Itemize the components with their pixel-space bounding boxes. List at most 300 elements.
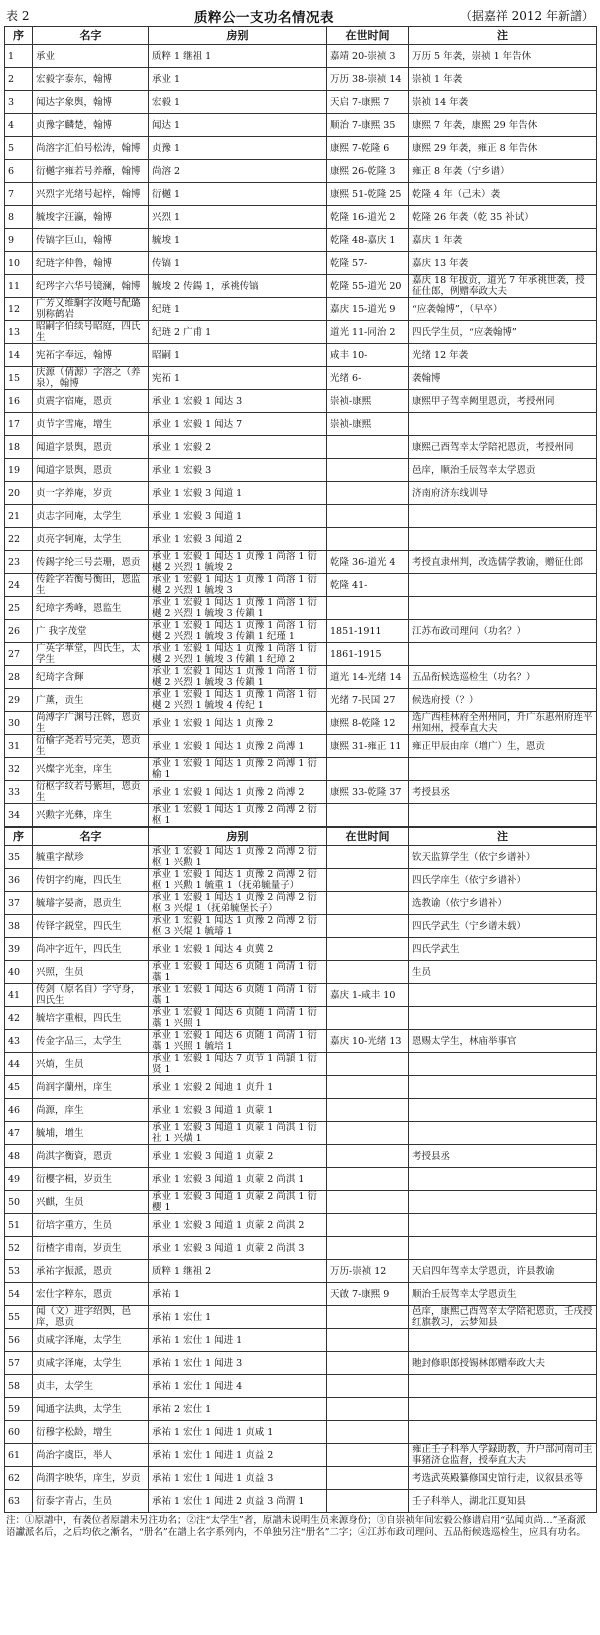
cell-branch: 承业 1 宏毅 1 闻达 1 贞豫 2 尚溥 2 衍枢 1 兴勲 1 bbox=[149, 846, 327, 869]
cell-branch: 承业 1 宏毅 1 闻达 1 贞豫 2 尚溥 2 衍枢 3 兴焜 1（抚弟毓堡长子） bbox=[149, 892, 327, 915]
cell-branch: 承祐 1 宏仕 1 闻进 1 贞益 3 bbox=[149, 1467, 327, 1490]
header-lifetime: 在世时间 bbox=[327, 828, 409, 846]
cell-note bbox=[409, 1099, 597, 1122]
cell-index: 60 bbox=[5, 1421, 33, 1444]
cell-branch: 毓埈 1 bbox=[149, 229, 327, 252]
cell-index: 20 bbox=[5, 482, 33, 505]
cell-note bbox=[409, 597, 597, 620]
cell-branch: 承祐 2 宏仕 1 bbox=[149, 1398, 327, 1421]
header-lifetime: 在世时间 bbox=[327, 27, 409, 45]
cell-branch: 质粹 1 继祖 1 bbox=[149, 45, 327, 68]
cell-index: 1 bbox=[5, 45, 33, 68]
cell-branch: 纪琏 1 bbox=[149, 298, 327, 321]
cell-name: 传銓字若衡号衡田，恩监生 bbox=[33, 574, 149, 597]
cell-name: 毓埔，增生 bbox=[33, 1122, 149, 1145]
cell-name: 衍櫻字楫，岁贡生 bbox=[33, 1168, 149, 1191]
cell-lifetime: 康熙 26-乾隆 3 bbox=[327, 160, 409, 183]
table-row bbox=[5, 45, 597, 68]
cell-note: 五品衔候选巡检生（功名？） bbox=[409, 666, 597, 689]
cell-name: 昭嗣字伯续号昭庭，四氏生 bbox=[33, 321, 149, 344]
table-row bbox=[5, 597, 597, 620]
cell-branch: 承业 1 宏毅 1 闻达 6 贞随 1 尚清 1 衍藁 1 bbox=[149, 984, 327, 1007]
cell-name: 尚治字虞臣，举人 bbox=[33, 1444, 149, 1467]
cell-index: 6 bbox=[5, 160, 33, 183]
cell-branch: 承业 1 宏毅 1 闻达 1 贞豫 1 尚溶 1 衍樾 2 兴烈 1 毓埈 3 传鎭 1 bbox=[149, 597, 327, 620]
cell-note: 康熙甲子驾幸阙里恩贡，考授州同 bbox=[409, 390, 597, 413]
cell-index: 16 bbox=[5, 390, 33, 413]
cell-note bbox=[409, 1398, 597, 1421]
cell-name: 宏毅字泰东，翰博 bbox=[33, 68, 149, 91]
cell-name: 兴勲字光彝，庠生 bbox=[33, 804, 149, 827]
cell-name: 衍穆字松龄，增生 bbox=[33, 1421, 149, 1444]
cell-name: 传金字品三，太学生 bbox=[33, 1030, 149, 1053]
cell-note: 雍正 8 年袭（宁乡谱） bbox=[409, 160, 597, 183]
cell-name: 尚源，庠生 bbox=[33, 1099, 149, 1122]
cell-name: 闻（文）进字绍舆，邑庠，恩贡 bbox=[33, 1306, 149, 1329]
cell-lifetime: 万历 38-崇祯 14 bbox=[327, 68, 409, 91]
cell-note bbox=[409, 1007, 597, 1030]
cell-branch: 承业 1 宏毅 3 闻道 1 贞蒙 1 bbox=[149, 1099, 327, 1122]
cell-index: 49 bbox=[5, 1168, 33, 1191]
table-row bbox=[5, 643, 597, 666]
cell-lifetime bbox=[327, 915, 409, 938]
cell-note bbox=[409, 505, 597, 528]
cell-name: 闻道字景舆，恩贡 bbox=[33, 459, 149, 482]
cell-note: “应袭翰博”，（早卒） bbox=[409, 298, 597, 321]
cell-lifetime bbox=[327, 846, 409, 869]
cell-index: 53 bbox=[5, 1260, 33, 1283]
cell-note: 万历 5 年袭，崇祯 1 年告休 bbox=[409, 45, 597, 68]
cell-index: 61 bbox=[5, 1444, 33, 1467]
cell-note: 邑庠，顺治壬辰驾幸太学恩贡 bbox=[409, 459, 597, 482]
cell-lifetime bbox=[327, 1467, 409, 1490]
cell-note bbox=[409, 1122, 597, 1145]
cell-note: 壬子科举人，湖北江夏知县 bbox=[409, 1490, 597, 1513]
cell-note: 四氏学生员，“应袭翰博” bbox=[409, 321, 597, 344]
table-row bbox=[5, 689, 597, 712]
cell-branch: 承业 1 宏毅 1 闻达 1 贞豫 1 尚溶 1 衍樾 2 兴烈 1 毓埈 3 传鎭 1 纪璋 2 bbox=[149, 643, 327, 666]
cell-index: 40 bbox=[5, 961, 33, 984]
cell-lifetime bbox=[327, 1214, 409, 1237]
table-row bbox=[5, 1191, 597, 1214]
cell-name: 衍培字重方，生员 bbox=[33, 1214, 149, 1237]
cell-lifetime bbox=[327, 1191, 409, 1214]
cell-lifetime: 康熙 33-乾隆 37 bbox=[327, 781, 409, 804]
cell-lifetime bbox=[327, 1375, 409, 1398]
cell-note bbox=[409, 1375, 597, 1398]
cell-name: 广薰，贡生 bbox=[33, 689, 149, 712]
cell-lifetime: 光绪 7-民国 27 bbox=[327, 689, 409, 712]
cell-note bbox=[409, 1421, 597, 1444]
cell-note bbox=[409, 984, 597, 1007]
cell-index: 54 bbox=[5, 1283, 33, 1306]
cell-lifetime: 康熙 7-乾隆 6 bbox=[327, 137, 409, 160]
cell-index: 32 bbox=[5, 758, 33, 781]
cell-lifetime: 天啟 7-康熙 9 bbox=[327, 1283, 409, 1306]
cell-index: 26 bbox=[5, 620, 33, 643]
cell-name: 尚溶字汇伯号松涛，翰博 bbox=[33, 137, 149, 160]
table-row bbox=[5, 1467, 597, 1490]
table-row bbox=[5, 505, 597, 528]
cell-name: 兴焴，生员 bbox=[33, 1053, 149, 1076]
cell-lifetime: 1861-1915 bbox=[327, 643, 409, 666]
cell-branch: 承业 1 宏毅 1 闻达 1 贞豫 1 尚溶 1 衍樾 2 兴烈 1 毓埈 3 传鎭 1 bbox=[149, 666, 327, 689]
cell-note: 邑庠，康熙己酉驾幸太学陪祀恩贡，壬戌授红旗教习，云梦知县 bbox=[409, 1306, 597, 1329]
cell-branch: 承业 1 宏毅 1 闻达 4 贞冀 2 bbox=[149, 938, 327, 961]
cell-note: 济南府济东线训导 bbox=[409, 482, 597, 505]
cell-name: 宏仕字粹东，恩贡 bbox=[33, 1283, 149, 1306]
cell-branch: 承业 1 宏毅 3 闻道 1 贞蒙 2 bbox=[149, 1145, 327, 1168]
cell-lifetime: 康熙 31-雍正 11 bbox=[327, 735, 409, 758]
cell-branch: 承业 1 宏毅 1 闻达 1 贞豫 2 尚溥 2 衍枢 1 兴勲 1 毓重 1（抚弟毓量子） bbox=[149, 869, 327, 892]
cell-index: 10 bbox=[5, 252, 33, 275]
cell-branch: 承业 1 宏毅 2 闻迪 1 贞升 1 bbox=[149, 1076, 327, 1099]
cell-lifetime bbox=[327, 1053, 409, 1076]
cell-index: 13 bbox=[5, 321, 33, 344]
cell-note: 四氏学武生（宁乡谱未载） bbox=[409, 915, 597, 938]
cell-index: 24 bbox=[5, 574, 33, 597]
cell-index: 45 bbox=[5, 1076, 33, 1099]
cell-branch: 承业 1 宏毅 1 闻达 6 贞随 1 尚清 1 衍藁 1 兴照 1 bbox=[149, 1007, 327, 1030]
cell-branch: 承业 1 宏毅 3 闻道 1 贞蒙 2 尚淇 1 bbox=[149, 1168, 327, 1191]
table-row bbox=[5, 528, 597, 551]
cell-branch: 承祐 1 宏仕 1 闻进 2 贞益 3 尚渭 1 bbox=[149, 1490, 327, 1513]
cell-name: 毓重字猷珍 bbox=[33, 846, 149, 869]
cell-branch: 承业 1 宏毅 2 bbox=[149, 436, 327, 459]
cell-branch: 承业 1 宏毅 1 闻达 3 bbox=[149, 390, 327, 413]
cell-name: 贞震字宿庵，恩贡 bbox=[33, 390, 149, 413]
cell-name: 尚溥字广渊号汪斡，恩贡生 bbox=[33, 712, 149, 735]
cell-note bbox=[409, 528, 597, 551]
cell-branch: 质粹 1 继祖 2 bbox=[149, 1260, 327, 1283]
cell-name: 承祐字振派，恩贡 bbox=[33, 1260, 149, 1283]
table-row bbox=[5, 551, 597, 574]
cell-lifetime bbox=[327, 505, 409, 528]
cell-branch: 承业 1 宏毅 3 闻道 1 bbox=[149, 505, 327, 528]
cell-index: 52 bbox=[5, 1237, 33, 1260]
cell-lifetime bbox=[327, 892, 409, 915]
table-source: （据嘉祥 2012 年新譜） bbox=[459, 9, 594, 23]
cell-branch: 贞豫 1 bbox=[149, 137, 327, 160]
cell-index: 63 bbox=[5, 1490, 33, 1513]
cell-lifetime bbox=[327, 459, 409, 482]
cell-name: 衍樾字雍若号养蘼，翰博 bbox=[33, 160, 149, 183]
cell-note bbox=[409, 1214, 597, 1237]
cell-name: 广 我字茂堂 bbox=[33, 620, 149, 643]
cell-branch: 承业 1 宏毅 3 闻道 1 贞蒙 2 尚淇 3 bbox=[149, 1237, 327, 1260]
cell-name: 贞节字雪庵，增生 bbox=[33, 413, 149, 436]
cell-index: 3 bbox=[5, 91, 33, 114]
cell-lifetime: 咸丰 10- bbox=[327, 344, 409, 367]
cell-lifetime: 嘉庆 1-咸丰 10 bbox=[327, 984, 409, 1007]
cell-note: 嘉庆 13 年袭 bbox=[409, 252, 597, 275]
cell-index: 59 bbox=[5, 1398, 33, 1421]
cell-index: 23 bbox=[5, 551, 33, 574]
cell-name: 尚淇字衡資，恩贡 bbox=[33, 1145, 149, 1168]
cell-branch: 尚溶 2 bbox=[149, 160, 327, 183]
cell-note bbox=[409, 804, 597, 827]
cell-name: 毓埈字汪瀛，翰博 bbox=[33, 206, 149, 229]
cell-name: 纪琦字含輝 bbox=[33, 666, 149, 689]
cell-name: 闻道字景舆，恩贡 bbox=[33, 436, 149, 459]
cell-lifetime: 嘉靖 20-崇祯 3 bbox=[327, 45, 409, 68]
cell-lifetime: 康熙 8-乾隆 12 bbox=[327, 712, 409, 735]
cell-index: 42 bbox=[5, 1007, 33, 1030]
header-index: 序 bbox=[5, 27, 33, 45]
cell-lifetime bbox=[327, 1007, 409, 1030]
table-row bbox=[5, 938, 597, 961]
cell-name: 兴麒，生员 bbox=[33, 1191, 149, 1214]
table-row bbox=[5, 758, 597, 781]
table-row bbox=[5, 666, 597, 689]
table-row bbox=[5, 482, 597, 505]
cell-name: 贞咸字泽庵，太学生 bbox=[33, 1329, 149, 1352]
cell-lifetime bbox=[327, 869, 409, 892]
cell-note bbox=[409, 643, 597, 666]
cell-note: 选教谕（依宁乡谱补） bbox=[409, 892, 597, 915]
table-row bbox=[5, 390, 597, 413]
table-row bbox=[5, 1237, 597, 1260]
cell-name: 纪琌字六华号镜澜，翰博 bbox=[33, 275, 149, 298]
table-row bbox=[5, 915, 597, 938]
cell-branch: 衍樾 1 bbox=[149, 183, 327, 206]
table-row bbox=[5, 114, 597, 137]
cell-lifetime bbox=[327, 436, 409, 459]
table-row bbox=[5, 1076, 597, 1099]
table-row bbox=[5, 183, 597, 206]
table-row bbox=[5, 1306, 597, 1329]
table-row bbox=[5, 1444, 597, 1467]
cell-branch: 承业 1 宏毅 1 闻达 1 贞豫 2 bbox=[149, 712, 327, 735]
cell-lifetime: 天启 7-康熙 7 bbox=[327, 91, 409, 114]
cell-note bbox=[409, 413, 597, 436]
table-row bbox=[5, 413, 597, 436]
table-row bbox=[5, 804, 597, 827]
table-row bbox=[5, 367, 597, 390]
cell-note: 貤封修职郎授锡林郎赠奉政大夫 bbox=[409, 1352, 597, 1375]
cell-name: 尚冲字近午，四氏生 bbox=[33, 938, 149, 961]
cell-index: 51 bbox=[5, 1214, 33, 1237]
cell-note bbox=[409, 758, 597, 781]
cell-branch: 兴烈 1 bbox=[149, 206, 327, 229]
table-row bbox=[5, 160, 597, 183]
cell-note bbox=[409, 1191, 597, 1214]
cell-branch: 承业 1 宏毅 1 闻达 1 贞豫 2 尚溥 2 衍枢 1 bbox=[149, 804, 327, 827]
cell-lifetime bbox=[327, 1145, 409, 1168]
cell-branch: 承业 1 宏毅 1 闻达 1 贞豫 1 尚溶 1 衍樾 2 兴烈 1 毓埈 4 传纪 1 bbox=[149, 689, 327, 712]
cell-note: 考授县丞 bbox=[409, 781, 597, 804]
cell-name: 传铎字鋭堂，四氏生 bbox=[33, 915, 149, 938]
cell-note: 光绪 12 年袭 bbox=[409, 344, 597, 367]
table-row bbox=[5, 137, 597, 160]
table-row bbox=[5, 1283, 597, 1306]
cell-index: 11 bbox=[5, 275, 33, 298]
table-row bbox=[5, 1352, 597, 1375]
cell-lifetime: 乾隆 48-嘉庆 1 bbox=[327, 229, 409, 252]
cell-branch: 传镐 1 bbox=[149, 252, 327, 275]
table-row bbox=[5, 1260, 597, 1283]
cell-index: 34 bbox=[5, 804, 33, 827]
cell-index: 37 bbox=[5, 892, 33, 915]
cell-index: 58 bbox=[5, 1375, 33, 1398]
cell-note bbox=[409, 1237, 597, 1260]
cell-lifetime: 道光 14-光绪 14 bbox=[327, 666, 409, 689]
table-row bbox=[5, 620, 597, 643]
cell-branch: 承业 1 宏毅 3 闻道 2 bbox=[149, 528, 327, 551]
cell-branch: 纪琏 2 广甫 1 bbox=[149, 321, 327, 344]
cell-note: 崇祯 14 年袭 bbox=[409, 91, 597, 114]
cell-branch: 宪祏 1 bbox=[149, 367, 327, 390]
cell-index: 5 bbox=[5, 137, 33, 160]
header-name: 名字 bbox=[33, 828, 149, 846]
cell-branch: 承业 1 宏毅 3 闻道 1 贞蒙 1 尚淇 1 衍社 1 兴熿 1 bbox=[149, 1122, 327, 1145]
cell-name: 闻通字法典，太学生 bbox=[33, 1398, 149, 1421]
header-branch: 房别 bbox=[149, 27, 327, 45]
cell-note: 康熙 29 年袭，雍正 8 年告休 bbox=[409, 137, 597, 160]
table-row bbox=[5, 252, 597, 275]
cell-lifetime: 崇祯-康熙 bbox=[327, 390, 409, 413]
cell-lifetime: 乾隆 55-道光 20 bbox=[327, 275, 409, 298]
cell-lifetime: 康熙 51-乾隆 25 bbox=[327, 183, 409, 206]
cell-lifetime bbox=[327, 1168, 409, 1191]
cell-branch: 昭嗣 1 bbox=[149, 344, 327, 367]
cell-lifetime bbox=[327, 1237, 409, 1260]
cell-note: 乾隆 4 年（己未）袭 bbox=[409, 183, 597, 206]
table-row bbox=[5, 1099, 597, 1122]
header-note: 注 bbox=[409, 27, 597, 45]
cell-branch: 承祐 1 宏仕 1 闻进 1 bbox=[149, 1329, 327, 1352]
table-title: 质粹公一支功名情况表 bbox=[194, 10, 334, 26]
cell-branch: 承祐 1 宏仕 1 bbox=[149, 1306, 327, 1329]
cell-name: 贞一字养庵，岁贡 bbox=[33, 482, 149, 505]
cell-branch: 承业 1 宏毅 3 闻道 1 贞蒙 2 尚淇 1 衍櫻 1 bbox=[149, 1191, 327, 1214]
cell-note: 选广西桂林府全州州同，升广东惠州府连平州知州，授奉直大夫 bbox=[409, 712, 597, 735]
cell-name: 尚渭字映华，庠生，岁贡 bbox=[33, 1467, 149, 1490]
cell-branch: 承业 1 宏毅 1 闻达 1 贞豫 2 尚溥 2 衍枢 3 兴焜 1 毓璿 1 bbox=[149, 915, 327, 938]
cell-name: 纪璋字秀峰，恩监生 bbox=[33, 597, 149, 620]
cell-index: 57 bbox=[5, 1352, 33, 1375]
cell-note: 四氏学庠生（依宁乡谱补） bbox=[409, 869, 597, 892]
cell-lifetime bbox=[327, 1306, 409, 1329]
table-part-2 bbox=[4, 827, 597, 1513]
table-row bbox=[5, 1168, 597, 1191]
cell-branch: 承业 1 bbox=[149, 68, 327, 91]
cell-note: 生员 bbox=[409, 961, 597, 984]
cell-note bbox=[409, 1076, 597, 1099]
cell-name: 衍楂字甫南，岁贡生 bbox=[33, 1237, 149, 1260]
cell-note: 崇祯 1 年袭 bbox=[409, 68, 597, 91]
cell-name: 毓璿字晏斋，恩贡生 bbox=[33, 892, 149, 915]
header-branch: 房别 bbox=[149, 828, 327, 846]
cell-index: 18 bbox=[5, 436, 33, 459]
cell-name: 广芳又维駉字汝飏号配璐别称鹤岩 bbox=[33, 298, 149, 321]
cell-name: 闻达字象舆，翰博 bbox=[33, 91, 149, 114]
cell-lifetime bbox=[327, 1421, 409, 1444]
cell-branch: 承祐 1 宏仕 1 闻进 4 bbox=[149, 1375, 327, 1398]
cell-lifetime bbox=[327, 1122, 409, 1145]
cell-lifetime: 道光 11-同治 2 bbox=[327, 321, 409, 344]
table-part-1 bbox=[4, 26, 597, 827]
cell-index: 29 bbox=[5, 689, 33, 712]
cell-index: 28 bbox=[5, 666, 33, 689]
table-row bbox=[5, 206, 597, 229]
cell-note: 考授直隶州判，改选儒学教谕，赠征仕郎 bbox=[409, 551, 597, 574]
table-row bbox=[5, 321, 597, 344]
table-row bbox=[5, 1214, 597, 1237]
cell-note: 乾隆 26 年袭（乾 35 补试） bbox=[409, 206, 597, 229]
cell-name: 承业 bbox=[33, 45, 149, 68]
cell-lifetime: 万历-崇祯 12 bbox=[327, 1260, 409, 1283]
cell-name: 传剑（原名自）字守身，四氏生 bbox=[33, 984, 149, 1007]
cell-index: 62 bbox=[5, 1467, 33, 1490]
table-row bbox=[5, 229, 597, 252]
cell-name: 宪祏字奉远，翰博 bbox=[33, 344, 149, 367]
header-name: 名字 bbox=[33, 27, 149, 45]
cell-lifetime: 乾隆 41- bbox=[327, 574, 409, 597]
cell-lifetime bbox=[327, 1398, 409, 1421]
cell-lifetime bbox=[327, 1352, 409, 1375]
cell-index: 56 bbox=[5, 1329, 33, 1352]
cell-index: 50 bbox=[5, 1191, 33, 1214]
table-row bbox=[5, 781, 597, 804]
cell-index: 22 bbox=[5, 528, 33, 551]
cell-note: 天启四年驾幸太学恩贡，许县教谕 bbox=[409, 1260, 597, 1283]
cell-lifetime bbox=[327, 1099, 409, 1122]
cell-note: 江苏布政司理问（功名？） bbox=[409, 620, 597, 643]
cell-index: 21 bbox=[5, 505, 33, 528]
table-row bbox=[5, 735, 597, 758]
cell-branch: 承业 1 宏毅 3 闻道 1 bbox=[149, 482, 327, 505]
cell-index: 48 bbox=[5, 1145, 33, 1168]
cell-lifetime bbox=[327, 482, 409, 505]
table-row bbox=[5, 892, 597, 915]
cell-index: 9 bbox=[5, 229, 33, 252]
table-row bbox=[5, 1030, 597, 1053]
header-row bbox=[5, 828, 597, 846]
cell-note: 康熙 7 年袭，康熙 29 年告休 bbox=[409, 114, 597, 137]
cell-note: 雍正壬子科举人学録助教，升户部河南司主事猪济仓监督，授奉直大夫 bbox=[409, 1444, 597, 1467]
cell-index: 38 bbox=[5, 915, 33, 938]
cell-name: 纪琏字仲鲁，翰博 bbox=[33, 252, 149, 275]
cell-note bbox=[409, 1053, 597, 1076]
cell-index: 7 bbox=[5, 183, 33, 206]
header-index: 序 bbox=[5, 828, 33, 846]
cell-name: 衍榆字尧若号完美，恩贡生 bbox=[33, 735, 149, 758]
cell-lifetime: 嘉庆 15-道光 9 bbox=[327, 298, 409, 321]
cell-lifetime bbox=[327, 528, 409, 551]
cell-branch: 承业 1 宏毅 1 闻达 6 贞随 1 尚清 1 衍藁 1 兴照 1 毓培 1 bbox=[149, 1030, 327, 1053]
cell-index: 4 bbox=[5, 114, 33, 137]
table-row bbox=[5, 1398, 597, 1421]
table-row bbox=[5, 91, 597, 114]
cell-lifetime: 乾隆 57- bbox=[327, 252, 409, 275]
cell-branch: 承祐 1 bbox=[149, 1283, 327, 1306]
table-footnotes: 注：①原譜中，有袭位者原譜未另注功名；②注“太学生”者，原譜未说明生员来源身份；③自崇祯年间宏毅公修谱启用“弘闻贞尚…”圣裔派语讞派名后，之后均依之漸名，“册名”在譜上名字系列内，不单独另注“册名”二字；④江苏布政司理问、五品衔候选巡检生，应具有功名。 bbox=[6, 1515, 586, 1538]
cell-lifetime: 顺治 7-康熙 35 bbox=[327, 114, 409, 137]
table-row bbox=[5, 984, 597, 1007]
cell-branch: 毓埈 2 传鍚 1，承祧传镐 bbox=[149, 275, 327, 298]
cell-name: 贞志字同庵，太学生 bbox=[33, 505, 149, 528]
cell-name: 传钥字约庵，四氏生 bbox=[33, 869, 149, 892]
cell-index: 39 bbox=[5, 938, 33, 961]
cell-note: 恩赐太学生，林庙举事官 bbox=[409, 1030, 597, 1053]
cell-index: 47 bbox=[5, 1122, 33, 1145]
cell-index: 19 bbox=[5, 459, 33, 482]
cell-name: 庆源（倩源）字溶之（养泉），翰博 bbox=[33, 367, 149, 390]
cell-branch: 承业 1 宏毅 1 闻达 1 贞豫 1 尚溶 1 衍樾 2 兴烈 1 毓埈 2 bbox=[149, 551, 327, 574]
cell-branch: 承业 1 宏毅 1 闻达 1 贞豫 2 尚溥 1 衍榆 1 bbox=[149, 758, 327, 781]
cell-lifetime bbox=[327, 1444, 409, 1467]
